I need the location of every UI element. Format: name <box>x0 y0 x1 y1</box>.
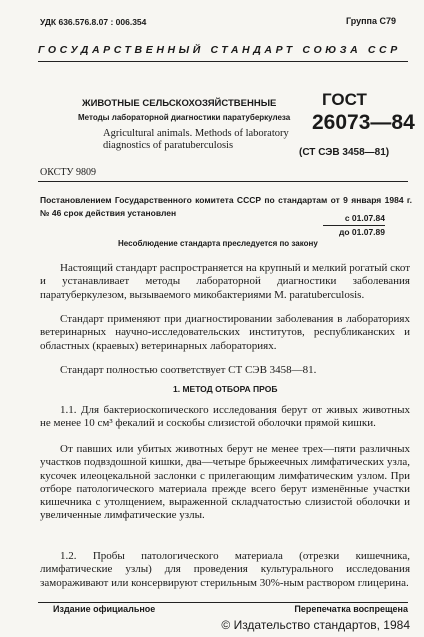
clause-1-2: 1.2. Пробы патологического материала (отрезки кишечника, лимфатические узлы) для проведения культурального исследования замораживают или консервируют стерильным 30%-ным раствором глицерина. <box>40 550 410 589</box>
oksu-code: ОКСТУ 9809 <box>40 167 97 178</box>
copyright: © Издательство стандартов, 1984 <box>221 618 410 632</box>
header-rule <box>38 61 408 62</box>
legal-notice: Несоблюдение стандарта преследуется по закону <box>118 239 318 248</box>
validity-dates <box>323 212 385 239</box>
section-heading: 1. МЕТОД ОТБОРА ПРОБ <box>173 384 278 394</box>
state-standard-band: ГОСУДАРСТВЕННЫЙ СТАНДАРТ СОЮЗА ССР <box>38 44 401 56</box>
group-code: Группа С79 <box>345 16 396 26</box>
date-to: до 01.07.89 <box>338 227 385 237</box>
footer-rule <box>38 602 408 603</box>
paragraph-conformity: Стандарт полностью соответствует СТ СЭВ 3458—81. <box>60 364 317 376</box>
clause-1-1-continued: От павших или убитых животных берут не менее трех—пяти различных участков подвздошной кишки, два—четыре брыжеечных лимфатических узла, кусочек илеоцекальной заслонки с прилегающим лимфатическим узлом. При отборе патологического материала прежде всего берут изменённые участки кишечника с утолщением, выраженной складчатостью слизистой оболочки и увеличенные лимфатические узлы. <box>40 443 410 522</box>
cmea-reference: (СТ СЭВ 3458—81) <box>299 147 390 158</box>
subtitle-russian: Методы лабораторной диагностики паратуберкулеза <box>78 113 291 122</box>
paragraph-scope: Настоящий стандарт распространяется на крупный и мелкий рогатый скот и устанавливает методы лабораторной диагностики заболевания паратуберкулезом, вызываемого микобактериями M. paratuberculosis. <box>40 262 410 301</box>
gost-label: ГОСТ <box>322 90 367 109</box>
official-edition: Издание официальное <box>53 604 156 614</box>
decree-text: Постановлением Государственного комитета СССР по стандартам от 9 января 1984 г. № 46 срок действия установлен <box>40 195 412 218</box>
title-english: Agricultural animals. Methods of laboratory diagnostics of paratuberculosis <box>103 128 289 151</box>
oksu-rule <box>38 181 408 182</box>
date-from: с 01.07.84 <box>323 212 385 226</box>
paragraph-application: Стандарт применяют при диагностировании заболевания в лабораториях ветеринарных научно-исследовательских институтов, республиканских и областных (краевых) ветеринарных лабораториях. <box>40 313 410 352</box>
gost-number: 26073—84 <box>312 111 415 134</box>
udk-code: УДК 636.576.8.07 : 006.354 <box>40 17 147 27</box>
title-russian: ЖИВОТНЫЕ СЕЛЬСКОХОЗЯЙСТВЕННЫЕ <box>82 98 277 109</box>
clause-1-1: 1.1. Для бактериоскопического исследования берут от живых животных не менее 10 см³ фекалий и соскобы слизистой оболочки прямой кишки. <box>40 404 410 430</box>
reprint-prohibited: Перепечатка воспрещена <box>294 604 408 614</box>
